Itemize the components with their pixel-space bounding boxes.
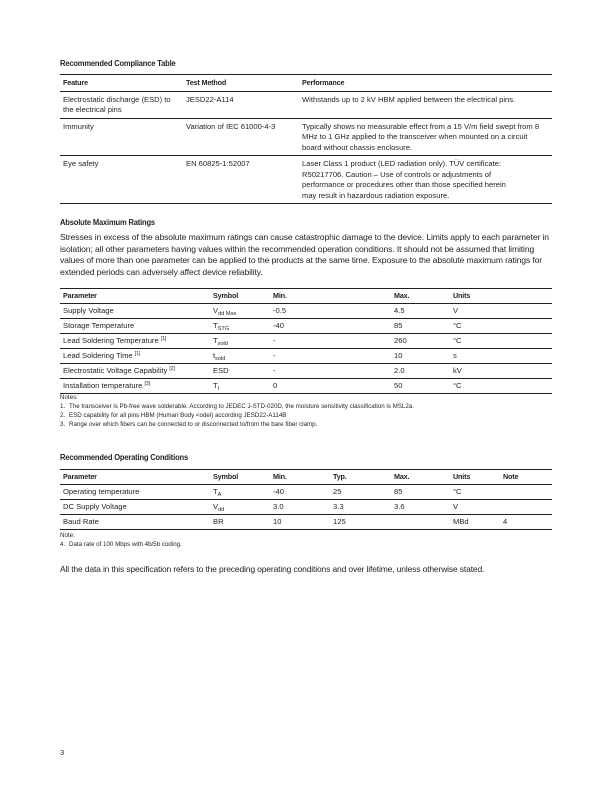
param-cell: Baud Rate <box>63 517 99 526</box>
col-feature: Feature <box>63 78 88 87</box>
col-typ: Typ. <box>333 472 347 481</box>
max-cell: 85 <box>394 321 403 330</box>
param-cell: Electrostatic Voltage Capability [2] <box>63 366 175 375</box>
col-performance: Performance <box>302 78 345 87</box>
page-number: 3 <box>60 748 65 757</box>
feature-cell: Electrostatic discharge (ESD) to the electrical pins <box>63 94 171 114</box>
symbol-cell: $t_{sold}$ <box>213 351 226 362</box>
param-cell: Operating temperature <box>63 487 140 496</box>
param-cell: DC Supply Voltage <box>63 502 127 511</box>
table-row <box>60 118 552 156</box>
note-item: 4. Data rate of 100 Mbps with 4b/5b coding. <box>60 541 182 548</box>
table-row <box>60 91 552 118</box>
min-cell: -0.5 <box>273 306 287 315</box>
typ-cell: 3.3 <box>333 502 344 511</box>
note-item: 2. ESD capability for all pins HBM (Human Body <odel) according JESD22-A114B <box>60 412 287 419</box>
compliance-title: Recommended Compliance Table <box>60 58 176 68</box>
min-cell: - <box>273 366 276 375</box>
min-cell: - <box>273 336 276 345</box>
max-cell: 3.6 <box>394 502 405 511</box>
symbol-cell: BR <box>213 517 224 526</box>
table-row <box>60 156 552 204</box>
symbol-cell: $T_{sold}$ <box>213 336 228 347</box>
param-cell: Installation temperature [3] <box>63 381 151 390</box>
min-cell: 0 <box>273 381 278 390</box>
table-header-row <box>60 75 552 92</box>
units-cell: °C <box>453 321 462 330</box>
units-cell: MBd <box>453 517 469 526</box>
footnote-ref: [1] <box>160 336 167 342</box>
col-symbol: Symbol <box>213 291 239 300</box>
max-cell: 260 <box>394 336 407 345</box>
note-item: 1. The transceiver is Pb-free wave solderable. According to JEDEC J-STD-020D, the moisture sensitivity classification is MSL2a. <box>60 403 414 410</box>
max-cell: 85 <box>394 487 403 496</box>
footnote-ref: [1] <box>134 351 141 357</box>
operating-notes <box>60 531 552 549</box>
feature-cell: Immunity <box>63 121 94 131</box>
method-cell: EN 60825-1:52007 <box>186 159 250 168</box>
abs-max-intro: Stresses in excess of the absolute maximum ratings can cause catastrophic damage to the device. Limits apply to each parameter in isolation; all other parameters having values within the recommended operation conditions. It should not be assumed that limiting values of more than one parameter can be applied to the products at the same time. Exposure to the absolute maximum ratings for extended periods can adversely affect device reliability. <box>60 232 549 277</box>
col-test-method: Test Method <box>186 78 227 87</box>
feature-cell: Eye safety <box>63 159 99 168</box>
param-cell: Lead Soldering Time [1] <box>63 351 141 360</box>
table-header-row <box>60 289 552 304</box>
table-header-row <box>60 470 552 485</box>
typ-cell: 25 <box>333 487 342 496</box>
units-cell: °C <box>453 487 462 496</box>
min-cell: -40 <box>273 321 284 330</box>
param-cell: Storage Temperature <box>63 321 135 330</box>
table-row <box>60 319 552 334</box>
operating-table <box>60 469 552 530</box>
abs-max-title: Absolute Maximum Ratings <box>60 217 155 227</box>
symbol-cell: $T_{STG}$ <box>213 321 230 332</box>
col-parameter: Parameter <box>63 472 97 481</box>
performance-cell: Withstands up to 2 kV HBM applied between the electrical pins. <box>302 94 516 104</box>
performance-cell: Typically shows no measurable effect from a 15 V/m field swept from 8 MHz to 1 GHz applied to the transceiver when mounted on a circuit board without chassis enclosure. <box>302 121 540 152</box>
max-cell: 4.5 <box>394 306 405 315</box>
compliance-table <box>60 74 552 204</box>
method-cell: JESD22-A114 <box>186 94 234 104</box>
max-cell: 10 <box>394 351 403 360</box>
min-cell: -40 <box>273 487 284 496</box>
table-row <box>60 379 552 394</box>
method-cell: Variation of IEC 61000-4-3 <box>186 121 276 131</box>
note-cell: 4 <box>503 517 508 526</box>
col-min: Min. <box>273 291 287 300</box>
symbol-cell: $T_A$ <box>213 487 222 498</box>
note-cell <box>500 485 552 500</box>
min-cell: 3.0 <box>273 502 284 511</box>
units-cell: °C <box>453 381 462 390</box>
table-row <box>60 500 552 515</box>
max-cell: 50 <box>394 381 403 390</box>
col-units: Units <box>453 472 471 481</box>
units-cell: °C <box>453 336 462 345</box>
note-cell <box>500 500 552 515</box>
symbol-cell: $V_{dd Max}$ <box>213 306 237 317</box>
table-row <box>60 485 552 500</box>
table-row <box>60 334 552 349</box>
abs-max-notes <box>60 393 552 429</box>
col-note: Note <box>503 472 519 481</box>
table-row <box>60 349 552 364</box>
col-symbol: Symbol <box>213 472 239 481</box>
units-cell: V <box>453 502 459 511</box>
footnote-ref: [3] <box>144 381 151 387</box>
footnote-ref: [2] <box>169 366 175 372</box>
performance-cell: Laser Class 1 product (LED radiation only). TÜV certificate: R50217706. Caution – Use of controls or adjustments of performance or procedures other than those specified herein may result in hazardous radiation exposure. <box>302 159 506 200</box>
param-cell: Lead Soldering Temperature [1] <box>63 336 167 345</box>
col-units: Units <box>453 291 471 300</box>
col-max: Max. <box>394 291 410 300</box>
table-row <box>60 515 552 530</box>
min-cell: - <box>273 351 276 360</box>
operating-title: Recommended Operating Conditions <box>60 452 188 462</box>
col-max: Max. <box>394 472 410 481</box>
footer-statement: All the data in this specification refers to the preceding operating conditions and over lifetime, unless otherwise stated. <box>60 564 485 574</box>
max-cell <box>391 515 450 530</box>
max-cell: 2.0 <box>394 366 405 375</box>
col-min: Min. <box>273 472 287 481</box>
units-cell: s <box>453 351 457 360</box>
typ-cell: 125 <box>333 517 346 526</box>
note-item: 3. Range over which fibers can be connected to or disconnected to/from the bare fiber clamp. <box>60 421 318 428</box>
notes-label: Notes: <box>60 394 78 401</box>
min-cell: 10 <box>273 517 282 526</box>
table-row <box>60 364 552 379</box>
param-cell: Supply Voltage <box>63 306 114 315</box>
table-row <box>60 304 552 319</box>
symbol-cell: $T_I$ <box>213 381 220 392</box>
units-cell: V <box>453 306 459 315</box>
abs-max-table <box>60 288 552 394</box>
symbol-cell: $V_{dd}$ <box>213 502 225 513</box>
units-cell: kV <box>453 366 462 375</box>
notes-label: Note: <box>60 532 75 539</box>
col-parameter: Parameter <box>63 291 97 300</box>
symbol-cell: ESD <box>213 366 229 375</box>
